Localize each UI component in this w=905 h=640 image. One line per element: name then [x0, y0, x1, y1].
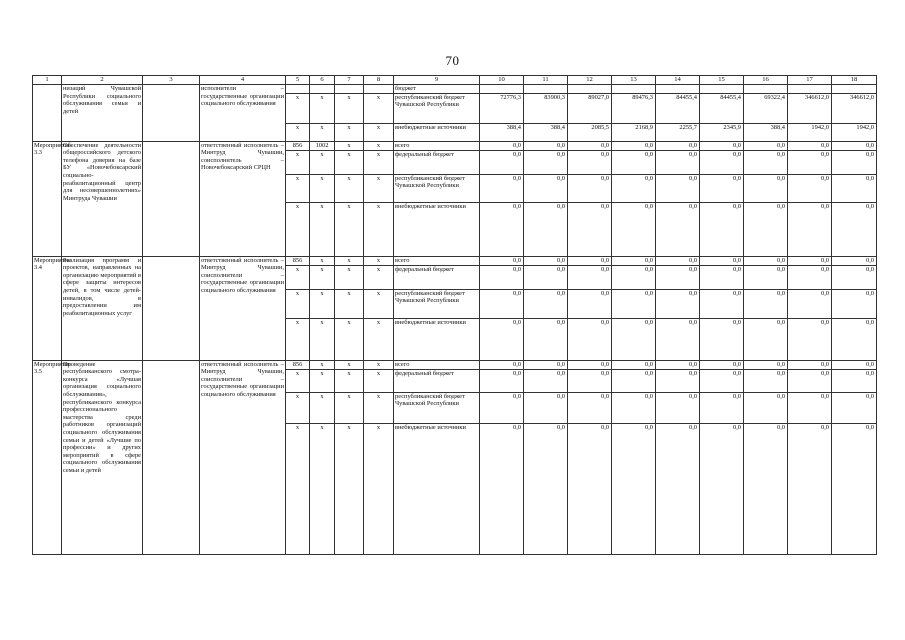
column-number: 9 [394, 76, 480, 85]
amount-cell: 0,0 [480, 150, 524, 174]
amount-cell: 0,0 [744, 369, 788, 392]
funding-source-cell: федеральный бюджет [394, 265, 480, 289]
amount-cell: 0,0 [656, 423, 700, 554]
amount-cell: 0,0 [700, 174, 744, 202]
section-code-cell: x [310, 318, 335, 360]
amount-cell: 388,4 [744, 123, 788, 141]
column-number: 13 [612, 76, 656, 85]
amount-cell: 0,0 [524, 289, 568, 318]
amount-cell: 0,0 [568, 174, 612, 202]
funding-source-cell: республиканский бюджет Чувашской Республики [394, 289, 480, 318]
target-code-cell: x [335, 360, 364, 369]
amount-cell: 0,0 [832, 423, 877, 554]
column-number: 16 [744, 76, 788, 85]
page-number: 70 [445, 53, 460, 68]
target-code-cell: x [335, 423, 364, 554]
amount-cell [700, 85, 744, 94]
admin-code-cell: x [286, 392, 310, 423]
amount-cell: 0,0 [788, 423, 832, 554]
section-code-cell: x [310, 360, 335, 369]
empty-cell [143, 141, 200, 256]
section-code-cell: x [310, 256, 335, 265]
admin-code-cell: 856 [286, 360, 310, 369]
amount-cell: 0,0 [788, 392, 832, 423]
amount-cell: 0,0 [700, 318, 744, 360]
expense-type-cell: x [364, 360, 394, 369]
column-number: 7 [335, 76, 364, 85]
amount-cell: 0,0 [524, 202, 568, 256]
admin-code-cell: x [286, 265, 310, 289]
activity-number-cell: Мероприятие 3.5 [33, 360, 62, 554]
amount-cell: 0,0 [788, 141, 832, 150]
amount-cell: 0,0 [480, 141, 524, 150]
expense-type-cell [364, 85, 394, 94]
amount-cell: 0,0 [788, 265, 832, 289]
funding-source-row [33, 85, 877, 94]
column-number: 1 [33, 76, 62, 85]
amount-cell: 0,0 [480, 360, 524, 369]
activity-description-cell: Реализация программ и проектов, направленных на организацию мероприятий в сфере защиты интересов детей, в том числе детей-инвалидов, в предоставлении им реабилитационных услуг [62, 256, 143, 360]
amount-cell: 0,0 [700, 150, 744, 174]
funding-source-cell: всего [394, 256, 480, 265]
admin-code-cell: x [286, 202, 310, 256]
amount-cell: 0,0 [832, 392, 877, 423]
amount-cell: 0,0 [700, 256, 744, 265]
amount-cell: 0,0 [612, 289, 656, 318]
amount-cell: 0,0 [700, 392, 744, 423]
amount-cell: 0,0 [656, 256, 700, 265]
section-code-cell: x [310, 289, 335, 318]
section-code-cell: x [310, 423, 335, 554]
column-number: 2 [62, 76, 143, 85]
amount-cell: 0,0 [788, 318, 832, 360]
amount-cell: 0,0 [788, 360, 832, 369]
column-number: 15 [700, 76, 744, 85]
amount-cell [480, 85, 524, 94]
amount-cell: 0,0 [524, 369, 568, 392]
amount-cell: 0,0 [700, 423, 744, 554]
amount-cell: 83900,3 [524, 93, 568, 123]
amount-cell: 0,0 [744, 174, 788, 202]
funding-source-cell: республиканский бюджет Чувашской Республики [394, 392, 480, 423]
amount-cell: 0,0 [744, 202, 788, 256]
funding-source-cell: федеральный бюджет [394, 369, 480, 392]
target-code-cell: x [335, 256, 364, 265]
amount-cell: 0,0 [612, 369, 656, 392]
funding-source-cell: бюджет [394, 85, 480, 94]
admin-code-cell: x [286, 174, 310, 202]
activity-number-cell [33, 85, 62, 142]
amount-cell: 0,0 [568, 423, 612, 554]
admin-code-cell [286, 85, 310, 94]
funding-source-cell: внебюджетные источники [394, 123, 480, 141]
admin-code-cell: x [286, 289, 310, 318]
amount-cell: 0,0 [568, 150, 612, 174]
amount-cell: 0,0 [480, 318, 524, 360]
amount-cell: 0,0 [700, 289, 744, 318]
amount-cell: 0,0 [832, 289, 877, 318]
target-code-cell: x [335, 289, 364, 318]
amount-cell: 0,0 [568, 289, 612, 318]
amount-cell: 0,0 [568, 202, 612, 256]
funding-source-cell: всего [394, 360, 480, 369]
section-code-cell: x [310, 150, 335, 174]
target-code-cell: x [335, 141, 364, 150]
amount-cell: 0,0 [788, 174, 832, 202]
expense-type-cell: x [364, 289, 394, 318]
expense-type-cell: x [364, 256, 394, 265]
column-number: 17 [788, 76, 832, 85]
column-number: 11 [524, 76, 568, 85]
amount-cell: 0,0 [700, 141, 744, 150]
amount-cell: 0,0 [832, 150, 877, 174]
amount-cell: 0,0 [612, 202, 656, 256]
amount-cell: 0,0 [788, 202, 832, 256]
column-number: 10 [480, 76, 524, 85]
amount-cell: 0,0 [832, 256, 877, 265]
amount-cell: 0,0 [700, 265, 744, 289]
expense-type-cell: x [364, 93, 394, 123]
amount-cell: 0,0 [524, 150, 568, 174]
admin-code-cell: x [286, 318, 310, 360]
amount-cell [656, 85, 700, 94]
amount-cell: 89476,3 [612, 93, 656, 123]
program-funding-table [32, 75, 877, 555]
section-code-cell: x [310, 123, 335, 141]
amount-cell: 346612,0 [832, 93, 877, 123]
funding-source-cell: республиканский бюджет Чувашской Республики [394, 93, 480, 123]
funding-source-cell: внебюджетные источники [394, 202, 480, 256]
amount-cell: 0,0 [744, 150, 788, 174]
amount-cell: 0,0 [832, 369, 877, 392]
executor-cell: ответственный исполнитель – Минтруд Чувашии, соисполнитель – Новочебоксарский СРЦН [200, 141, 286, 256]
amount-cell: 0,0 [656, 174, 700, 202]
amount-cell: 0,0 [656, 289, 700, 318]
target-code-cell: x [335, 392, 364, 423]
amount-cell: 0,0 [568, 318, 612, 360]
amount-cell: 0,0 [832, 318, 877, 360]
amount-cell: 0,0 [612, 141, 656, 150]
amount-cell: 0,0 [656, 141, 700, 150]
amount-cell [832, 85, 877, 94]
admin-code-cell: x [286, 150, 310, 174]
amount-cell: 388,4 [524, 123, 568, 141]
amount-cell: 0,0 [744, 256, 788, 265]
amount-cell: 0,0 [480, 289, 524, 318]
amount-cell: 0,0 [612, 360, 656, 369]
amount-cell: 0,0 [656, 318, 700, 360]
target-code-cell: x [335, 93, 364, 123]
amount-cell: 0,0 [656, 150, 700, 174]
section-code-cell: x [310, 202, 335, 256]
activity-description-cell: Проведение республиканского смотра-конкурса «Лучшая организация социального обслуживания», республиканского конкурса профессионального мастерства среди работников организаций социального обслуживания семьи и детей «Лучшие по профессии» и других мероприятий в сфере социального обслуживания семьи и детей [62, 360, 143, 554]
target-code-cell: x [335, 318, 364, 360]
section-code-cell: x [310, 392, 335, 423]
amount-cell: 0,0 [568, 360, 612, 369]
amount-cell: 0,0 [524, 392, 568, 423]
section-code-cell: x [310, 265, 335, 289]
empty-cell [143, 85, 200, 142]
amount-cell: 0,0 [612, 150, 656, 174]
amount-cell [524, 85, 568, 94]
section-code-cell: 1002 [310, 141, 335, 150]
amount-cell: 0,0 [744, 423, 788, 554]
amount-cell: 0,0 [480, 369, 524, 392]
amount-cell: 0,0 [568, 369, 612, 392]
target-code-cell: x [335, 265, 364, 289]
expense-type-cell: x [364, 202, 394, 256]
section-code-cell [310, 85, 335, 94]
column-number: 12 [568, 76, 612, 85]
amount-cell: 0,0 [480, 256, 524, 265]
amount-cell: 0,0 [788, 369, 832, 392]
amount-cell: 0,0 [524, 360, 568, 369]
target-code-cell: x [335, 369, 364, 392]
amount-cell: 0,0 [612, 174, 656, 202]
amount-cell: 0,0 [656, 360, 700, 369]
amount-cell: 0,0 [832, 202, 877, 256]
amount-cell: 0,0 [744, 265, 788, 289]
target-code-cell: x [335, 174, 364, 202]
amount-cell: 0,0 [832, 265, 877, 289]
amount-cell [788, 85, 832, 94]
amount-cell: 0,0 [524, 174, 568, 202]
amount-cell [612, 85, 656, 94]
amount-cell: 1942,0 [832, 123, 877, 141]
amount-cell: 0,0 [700, 202, 744, 256]
amount-cell: 0,0 [832, 360, 877, 369]
funding-source-cell: всего [394, 141, 480, 150]
admin-code-cell: 856 [286, 141, 310, 150]
amount-cell: 346612,0 [788, 93, 832, 123]
section-code-cell: x [310, 174, 335, 202]
funding-source-cell: внебюджетные источники [394, 423, 480, 554]
executor-cell: ответственный исполнитель – Минтруд Чувашии, соисполнители – государственные организации социального обслуживания [200, 360, 286, 554]
amount-cell: 0,0 [480, 392, 524, 423]
amount-cell: 0,0 [612, 256, 656, 265]
amount-cell: 0,0 [744, 289, 788, 318]
activity-number-cell: Мероприятие 3.4 [33, 256, 62, 360]
target-code-cell: x [335, 123, 364, 141]
amount-cell: 0,0 [568, 256, 612, 265]
amount-cell: 0,0 [700, 369, 744, 392]
expense-type-cell: x [364, 392, 394, 423]
section-code-cell: x [310, 93, 335, 123]
funding-source-row [33, 360, 877, 369]
amount-cell: 0,0 [524, 256, 568, 265]
amount-cell: 0,0 [744, 392, 788, 423]
amount-cell: 0,0 [568, 141, 612, 150]
column-number-header-row [33, 76, 877, 85]
expense-type-cell: x [364, 141, 394, 150]
expense-type-cell: x [364, 123, 394, 141]
amount-cell [568, 85, 612, 94]
amount-cell: 2345,9 [700, 123, 744, 141]
expense-type-cell: x [364, 318, 394, 360]
executor-cell: исполнители – государственные организации социального обслуживания [200, 85, 286, 142]
amount-cell: 72776,3 [480, 93, 524, 123]
amount-cell: 0,0 [612, 423, 656, 554]
amount-cell: 0,0 [656, 392, 700, 423]
amount-cell: 84455,4 [700, 93, 744, 123]
funding-source-row [33, 141, 877, 150]
amount-cell: 2255,7 [656, 123, 700, 141]
admin-code-cell: x [286, 93, 310, 123]
amount-cell: 388,4 [480, 123, 524, 141]
funding-source-row [33, 256, 877, 265]
column-number: 18 [832, 76, 877, 85]
column-number: 5 [286, 76, 310, 85]
admin-code-cell: 856 [286, 256, 310, 265]
section-code-cell: x [310, 369, 335, 392]
target-code-cell: x [335, 202, 364, 256]
amount-cell: 0,0 [524, 318, 568, 360]
column-number: 4 [200, 76, 286, 85]
target-code-cell: x [335, 150, 364, 174]
funding-source-cell: республиканский бюджет Чувашской Республики [394, 174, 480, 202]
amount-cell: 0,0 [832, 141, 877, 150]
amount-cell: 0,0 [744, 141, 788, 150]
expense-type-cell: x [364, 150, 394, 174]
amount-cell: 89027,0 [568, 93, 612, 123]
column-number: 8 [364, 76, 394, 85]
amount-cell: 0,0 [656, 265, 700, 289]
amount-cell: 0,0 [656, 202, 700, 256]
amount-cell: 0,0 [788, 256, 832, 265]
amount-cell: 0,0 [480, 202, 524, 256]
target-code-cell [335, 85, 364, 94]
column-number: 3 [143, 76, 200, 85]
amount-cell: 84455,4 [656, 93, 700, 123]
amount-cell: 0,0 [480, 423, 524, 554]
activity-number-cell: Мероприятие 3.3 [33, 141, 62, 256]
activity-description-cell: низаций Чувашской Республики социального обслуживания семьи и детей [62, 85, 143, 142]
empty-cell [143, 256, 200, 360]
executor-cell: ответственный исполнитель – Минтруд Чувашии, соисполнители – государственные организации социального обслуживания [200, 256, 286, 360]
amount-cell: 0,0 [744, 360, 788, 369]
amount-cell: 0,0 [656, 369, 700, 392]
amount-cell: 0,0 [700, 360, 744, 369]
amount-cell: 69322,4 [744, 93, 788, 123]
amount-cell: 0,0 [612, 265, 656, 289]
funding-source-cell: внебюджетные источники [394, 318, 480, 360]
amount-cell: 0,0 [832, 174, 877, 202]
amount-cell: 0,0 [788, 150, 832, 174]
amount-cell: 0,0 [568, 265, 612, 289]
amount-cell: 1942,0 [788, 123, 832, 141]
amount-cell: 0,0 [480, 265, 524, 289]
admin-code-cell: x [286, 423, 310, 554]
amount-cell: 0,0 [744, 318, 788, 360]
amount-cell: 0,0 [612, 318, 656, 360]
amount-cell: 2085,5 [568, 123, 612, 141]
admin-code-cell: x [286, 369, 310, 392]
amount-cell [744, 85, 788, 94]
expense-type-cell: x [364, 174, 394, 202]
admin-code-cell: x [286, 123, 310, 141]
activity-description-cell: Обеспечение деятельности общероссийского детского телефона доверия на базе БУ «Новочебоксарский социально-реабилитационный центр для несовершеннолетних» Минтруда Чувашии [62, 141, 143, 256]
column-number: 14 [656, 76, 700, 85]
amount-cell: 0,0 [568, 392, 612, 423]
column-number: 6 [310, 76, 335, 85]
empty-cell [143, 360, 200, 554]
expense-type-cell: x [364, 265, 394, 289]
expense-type-cell: x [364, 369, 394, 392]
amount-cell: 0,0 [524, 141, 568, 150]
amount-cell: 0,0 [524, 265, 568, 289]
amount-cell: 0,0 [524, 423, 568, 554]
amount-cell: 2168,9 [612, 123, 656, 141]
amount-cell: 0,0 [480, 174, 524, 202]
funding-source-cell: федеральный бюджет [394, 150, 480, 174]
expense-type-cell: x [364, 423, 394, 554]
amount-cell: 0,0 [612, 392, 656, 423]
amount-cell: 0,0 [788, 289, 832, 318]
